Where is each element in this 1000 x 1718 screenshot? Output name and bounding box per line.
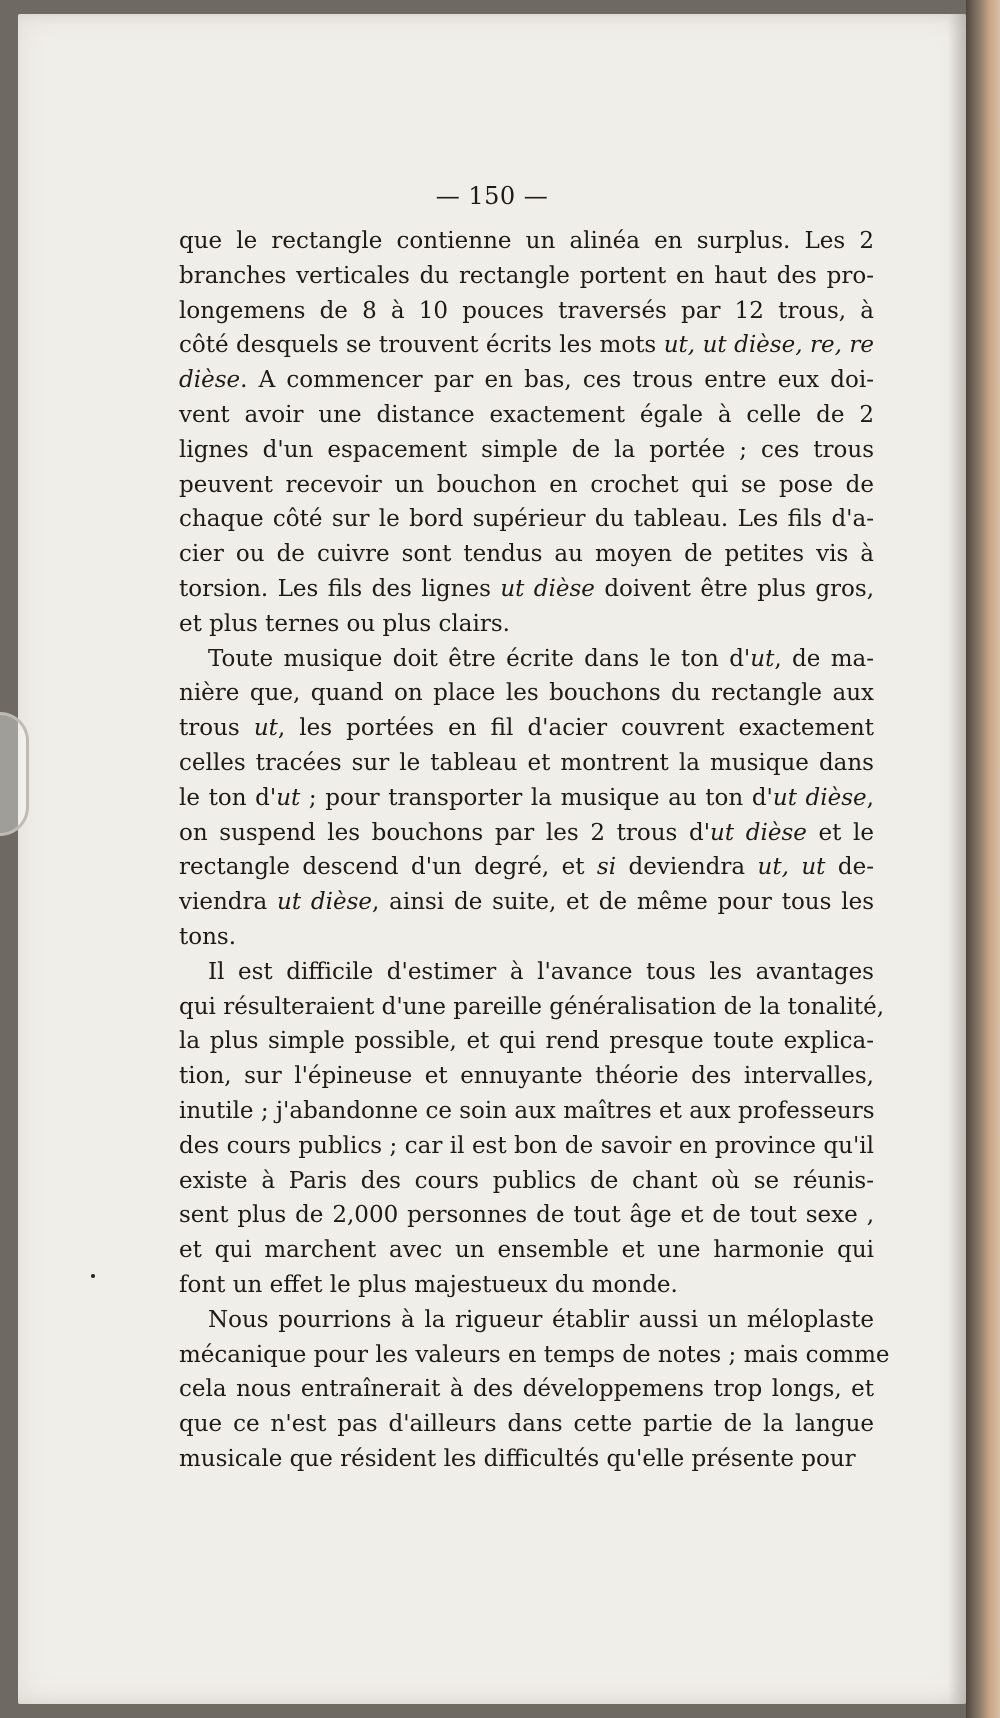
- text-run: côté desquels se trouvent écrits les mots: [179, 332, 664, 359]
- text-run: ; pour transporter la musique au ton d': [300, 784, 773, 811]
- text-run: Nous pourrions à la rigueur établir aussi un méloplaste: [208, 1306, 874, 1333]
- italic-text: ut dièse: [772, 784, 867, 811]
- text-line: [179, 572, 874, 607]
- text-line: [179, 1442, 874, 1477]
- text-line: [179, 850, 874, 885]
- text-run: celles tracées sur le tableau et montrent la musique dans: [179, 749, 874, 776]
- text-run: et plus ternes ou plus clairs.: [179, 610, 510, 637]
- text-run: doivent être plus gros,: [594, 575, 875, 602]
- text-run: des cours publics ; car il est bon de savoir en province qu'il: [179, 1132, 874, 1159]
- text-run: lignes d'un espacement simple de la portée ; ces trous: [179, 436, 874, 463]
- text-run: musicale que résident les difficultés qu'elle présente pour: [179, 1445, 856, 1472]
- text-run: et qui marchent avec un ensemble et une harmonie qui: [179, 1237, 874, 1264]
- text-line: [179, 607, 874, 642]
- body-text: [179, 224, 890, 1477]
- text-line: [179, 1164, 874, 1199]
- text-line: [179, 885, 874, 920]
- italic-text: ut: [253, 715, 278, 742]
- text-run: que le rectangle contienne un alinéa en surplus. Les 2: [179, 228, 874, 254]
- adjacent-page-edge: [966, 0, 1000, 1718]
- text-run: qui résulteraient d'une pareille généralisation de la tonalité,: [179, 993, 885, 1020]
- text-run: . A commencer par en bas, ces trous entre eux doi-: [240, 367, 874, 394]
- text-line: [179, 711, 874, 746]
- text-run: cela nous entraînerait à des développemens trop longs, et: [179, 1376, 874, 1403]
- text-line: [179, 781, 874, 816]
- text-line: [179, 920, 874, 955]
- text-line: [179, 259, 874, 294]
- text-run: le ton d': [179, 784, 277, 811]
- text-run: vent avoir une distance exactement égale à celle de 2: [179, 401, 874, 428]
- text-line: [179, 1233, 874, 1268]
- text-run: mécanique pour les valeurs en temps de notes ; mais comme: [179, 1341, 890, 1368]
- text-run: branches verticales du rectangle portent en haut des pro-: [179, 262, 874, 289]
- text-run: chaque côté sur le bord supérieur du tableau. Les fils d'a-: [179, 506, 874, 533]
- text-line: [179, 1059, 874, 1094]
- book-page: [18, 14, 966, 1704]
- page-shadow: [948, 14, 966, 1704]
- text-line: [179, 468, 874, 503]
- text-line: [179, 1407, 874, 1442]
- ink-speck: [91, 1274, 95, 1278]
- italic-text: ut dièse: [277, 889, 372, 916]
- text-line: [179, 1129, 874, 1164]
- text-line: [179, 1268, 874, 1303]
- text-run: longemens de 8 à 10 pouces traversés par 12 trous, à: [179, 297, 874, 324]
- text-run: Il est difficile d'estimer à l'avance tous les avantages: [208, 958, 874, 985]
- italic-text: si: [596, 854, 617, 881]
- text-line: [179, 433, 874, 468]
- text-line: [179, 1198, 874, 1233]
- text-run: rectangle descend d'un degré, et: [179, 854, 597, 881]
- text-run: et le: [806, 819, 874, 846]
- text-run: viendra: [179, 889, 278, 916]
- italic-text: ut, ut dièse, re, re: [663, 332, 874, 359]
- text-line: [179, 642, 874, 677]
- text-run: trous: [179, 715, 254, 742]
- text-line: [179, 676, 874, 711]
- text-line: [179, 294, 874, 329]
- italic-text: ut dièse: [710, 819, 807, 846]
- text-line: [179, 502, 874, 537]
- text-line: [179, 1338, 890, 1373]
- text-run: tons.: [179, 923, 237, 950]
- italic-text: ut: [276, 784, 301, 811]
- text-run: inutile ; j'abandonne ce soin aux maîtres et aux professeurs: [179, 1097, 875, 1124]
- text-line: [179, 1303, 874, 1338]
- text-run: la plus simple possible, et qui rend presque toute explica-: [179, 1028, 874, 1055]
- text-line: [179, 328, 874, 363]
- text-run: tion, sur l'épineuse et ennuyante théorie des intervalles,: [179, 1063, 874, 1090]
- text-run: de-: [825, 854, 875, 881]
- text-run: ,: [866, 784, 874, 811]
- page-number: — 150 —: [435, 182, 549, 210]
- text-run: Toute musique doit être écrite dans le ton d': [208, 645, 751, 672]
- text-run: existe à Paris des cours publics de chant où se réunis-: [179, 1167, 874, 1194]
- text-line: [179, 955, 874, 990]
- text-line: [179, 1372, 874, 1407]
- text-run: torsion. Les fils des lignes: [179, 575, 501, 602]
- italic-text: ut, ut: [757, 854, 826, 881]
- page-clip: [0, 712, 29, 836]
- text-run: , de ma-: [774, 645, 875, 672]
- text-run: , les portées en fil d'acier couvrent exactement: [277, 715, 874, 742]
- text-line: [179, 990, 885, 1025]
- text-line: [179, 224, 874, 259]
- text-run: on suspend les bouchons par les 2 trous d': [179, 819, 711, 846]
- text-line: [179, 1024, 874, 1059]
- text-run: que ce n'est pas d'ailleurs dans cette partie de la langue: [179, 1411, 874, 1438]
- text-line: [179, 816, 874, 851]
- text-run: font un effet le plus majestueux du monde.: [179, 1271, 678, 1298]
- text-run: deviendra: [616, 854, 758, 881]
- text-run: peuvent recevoir un bouchon en crochet qui se pose de: [179, 471, 874, 498]
- italic-text: ut dièse: [500, 575, 595, 602]
- text-run: cier ou de cuivre sont tendus au moyen de petites vis à: [179, 541, 874, 568]
- text-run: sent plus de 2,000 personnes de tout âge et de tout sexe ,: [179, 1202, 874, 1229]
- text-line: [179, 537, 874, 572]
- text-run: , ainsi de suite, et de même pour tous les: [372, 889, 874, 916]
- italic-text: ut: [750, 645, 775, 672]
- text-line: [179, 398, 874, 433]
- text-line: [179, 363, 874, 398]
- text-line: [179, 1094, 874, 1129]
- italic-text: dièse: [179, 367, 241, 394]
- text-run: nière que, quand on place les bouchons du rectangle aux: [179, 680, 874, 707]
- text-line: [179, 746, 874, 781]
